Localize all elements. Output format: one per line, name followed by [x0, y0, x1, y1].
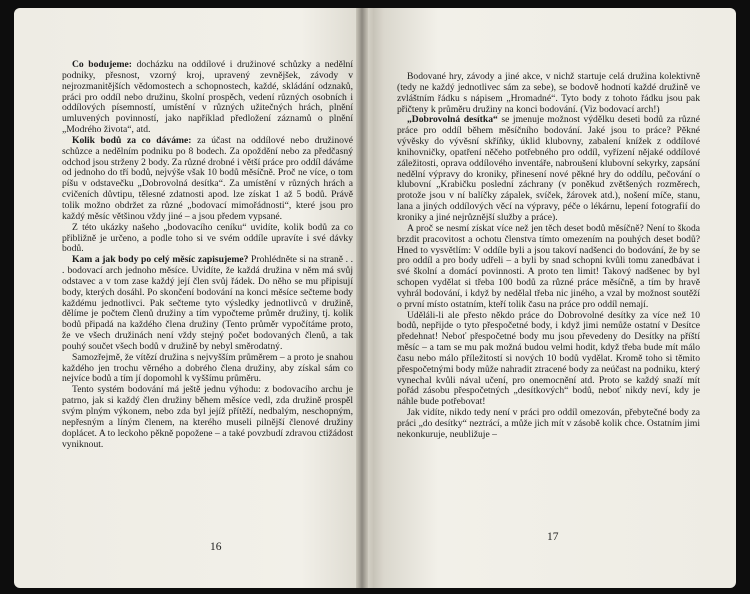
paragraph: „Dobrovolná desítka“ se jmenuje možnost výdělku deseti bodů za různé práce pro oddíl během měsíčního bodování. Jaké jsou to práce? Pěkné vývěsky do vývěsní skříňky, úklid klubovny, zabalení knížek z oddílové knihovničky, opatření něčeho potřebného pro oddíl, vyřízení nějaké oddílové záležitosti, oprava oddílového inventáře, nabroušení klubovní sekyrky, zapsání nedělní výpravy do kroniky, přinesení nové pěkné hry do oddílu, pečování o klubovní „Krabičku poslední záchrany (v poněkud zvětšených rozměrech, protože jsou v ní balíčky zápalek, svíček, žárovek atd.), nošení míče, stanu, lana a jiných oddílových věcí na výpravy, péče o lékárnu, lepení fotografií do kroniky a jiné nejrůznější služby a práce). — [397, 114, 700, 223]
paragraph: Kolik bodů za co dáváme: za účast na oddílové nebo družinové schůzce a nedělním podniku po 8 bodech. Za opoždění nebo za předčasný odchod jsou strženy 2 body. Za různé drobné i větší práce pro oddíl dáváme od jednoho do tří bodů, nejvýše však 10 bodů měsíčně. Proč ne více, o tom píšu v odstavečku „Dobrovolná desítka“. Za umístění v různých hrách a cvičeních důvtipu, tělesné zdatnosti apod. lze získat 1 až 5 bodů. Právě tolik možno obdržet za různé „bodovací mimořádnosti“, které jsou pro každý měsíc většinou vždy jiné – a jsou předem vypsané. — [62, 134, 354, 222]
paragraph: A proč se nesmí získat více než jen těch deset bodů měsíčně? Není to škoda brzdit pracovitost a ochotu členstva tímto omezením na pouhých deset bodů? Hned to vysvětlím: V oddíle byli a jsou takoví nadšenci do bodování, že by se pro oddíl a pro body udřeli – a byli by snad schopni kvůli tomu zanedbávat i své školní a domácí povinnosti. A proto ten limit! Takový nadšenec by byl schopen vydělat si třeba 100 bodů za různé práce měsíčně, a tím by hravě vyhrál bodování, i když by nedělal třeba nic jiného, a vzal by možnost soutěží o první místo ostatním, kteří tolik času na práce pro oddíl nemají. — [397, 222, 700, 310]
paragraph: Tento systém bodování má ještě jednu výhodu: z bodovacího archu je patrno, jak si každý člen družiny během měsíce vedl, zda družině prospěl svým plným výkonem, nebo zda byl jejíž přítěží, nedbalým, neschopným, nepřesným a líným členem, na kterého museli pilnější členové družiny doplácet. A to leckoho pěkně popožene – a také povzbudí zdravou ctižádost vyniknout. — [62, 384, 353, 450]
paragraph: Kam a jak body po celý měsíc zapisujeme? Prohlédněte si na straně . . . bodovací arch jednoho měsíce. Uvidíte, že každá družina v něm má svůj odstavec a v tom zase každý její člen svůj řádek. Do něho se mu připisují body, kterých dosáhl. Po skončení bodování na konci měsíce sečteme body každému jednotlivci. Pak sečteme tyto výsledky jednotlivců v družině, dělíme je počtem členů družiny a tím vypočteme průměr družiny, tj. kolik bodů připadá na každého člena družiny (Tento průměr vypočítáme proto, že ve všech družinách není vždy stejný počet bodovaných členů, a tak pouhý součet všech bodů v družině by nebyl směrodatný. — [62, 254, 354, 352]
right-page-text — [397, 72, 700, 441]
page-number: 16 — [210, 541, 222, 553]
paragraph: Z této ukázky našeho „bodovacího ceníku“ uvidíte, kolik bodů za co přibližně je určeno, a podle toho si ve svém oddíle upravíte i své dávky bodů. — [62, 221, 353, 255]
book-spread — [14, 8, 736, 588]
left-page — [14, 8, 373, 588]
left-page-text — [62, 60, 353, 450]
right-page — [373, 8, 736, 588]
paragraph: Uděláli-li ale přesto někdo práce do Dobrovolné desítky za více než 10 bodů, nepřijde o tyto přespočetné body, i když jimi nemůže ostatní v Desítce předehnat! Neboť přespočetné body mu jsou převedeny do Desítky na příští měsíc – a tam se mu pak možná budou velmi hodit, když třeba bude mít málo času nebo málo příležitostí si nových 10 bodů vydělat. Kromě toho si těmito přespočetnými body může nahradit ztracené body za neúčast na podniku, který vynechal kvůli nával učení, pro onemocnění atd. Proto se každý snaží mít pořád zásobu přespočetných „desítkových“ bodů, neboť nikdy neví, kdy je náhle bude potřebovat! — [397, 309, 700, 408]
paragraph: Bodované hry, závody a jiné akce, v nichž startuje celá družina kolektivně (tedy ne každý jednotlivec sám za sebe), se bodově hodnotí každé družině ve zvláštním řádku s nápisem „Hromadné“. Tyto body z tohoto řádku jsou pak přičteny k průměru družiny na konci bodování. (Viz bodovací arch!) — [397, 71, 700, 115]
paragraph: Samozřejmě, že vítězí družina s nejvyšším průměrem – a proto je snahou každého jen trochu věrného a dobrého člena družiny, aby získal sám co nejvíce bodů a tím jí dopomohl k vyššímu průměru. — [62, 351, 353, 385]
book-gutter — [356, 8, 368, 588]
paragraph: Jak vidíte, nikdo tedy není v práci pro oddíl omezován, přebytečné body za práci „do desítky“ neztrácí, a může jich mít v zásobě kolik chce. Ostatním jimi nekonkuruje, neubližuje – — [397, 407, 700, 440]
paragraph: Co bodujeme: docházku na oddílové i družinové schůzky a nedělní podniky, přesnost, vzorný kroj, upravený zevnějšek, závody v nejrozmanitějších vědomostech a schopnostech, každé, skládání odznaků, práci pro oddíl nebo družinu, školní prospěch, vedení různých osobních i oddílových písemností, umístění v různých užitečných hrách, plnění umluvených povinností, jako například předložení záznamů o plnění „Modrého života“, atd. — [62, 59, 353, 136]
page-number: 17 — [547, 531, 559, 543]
